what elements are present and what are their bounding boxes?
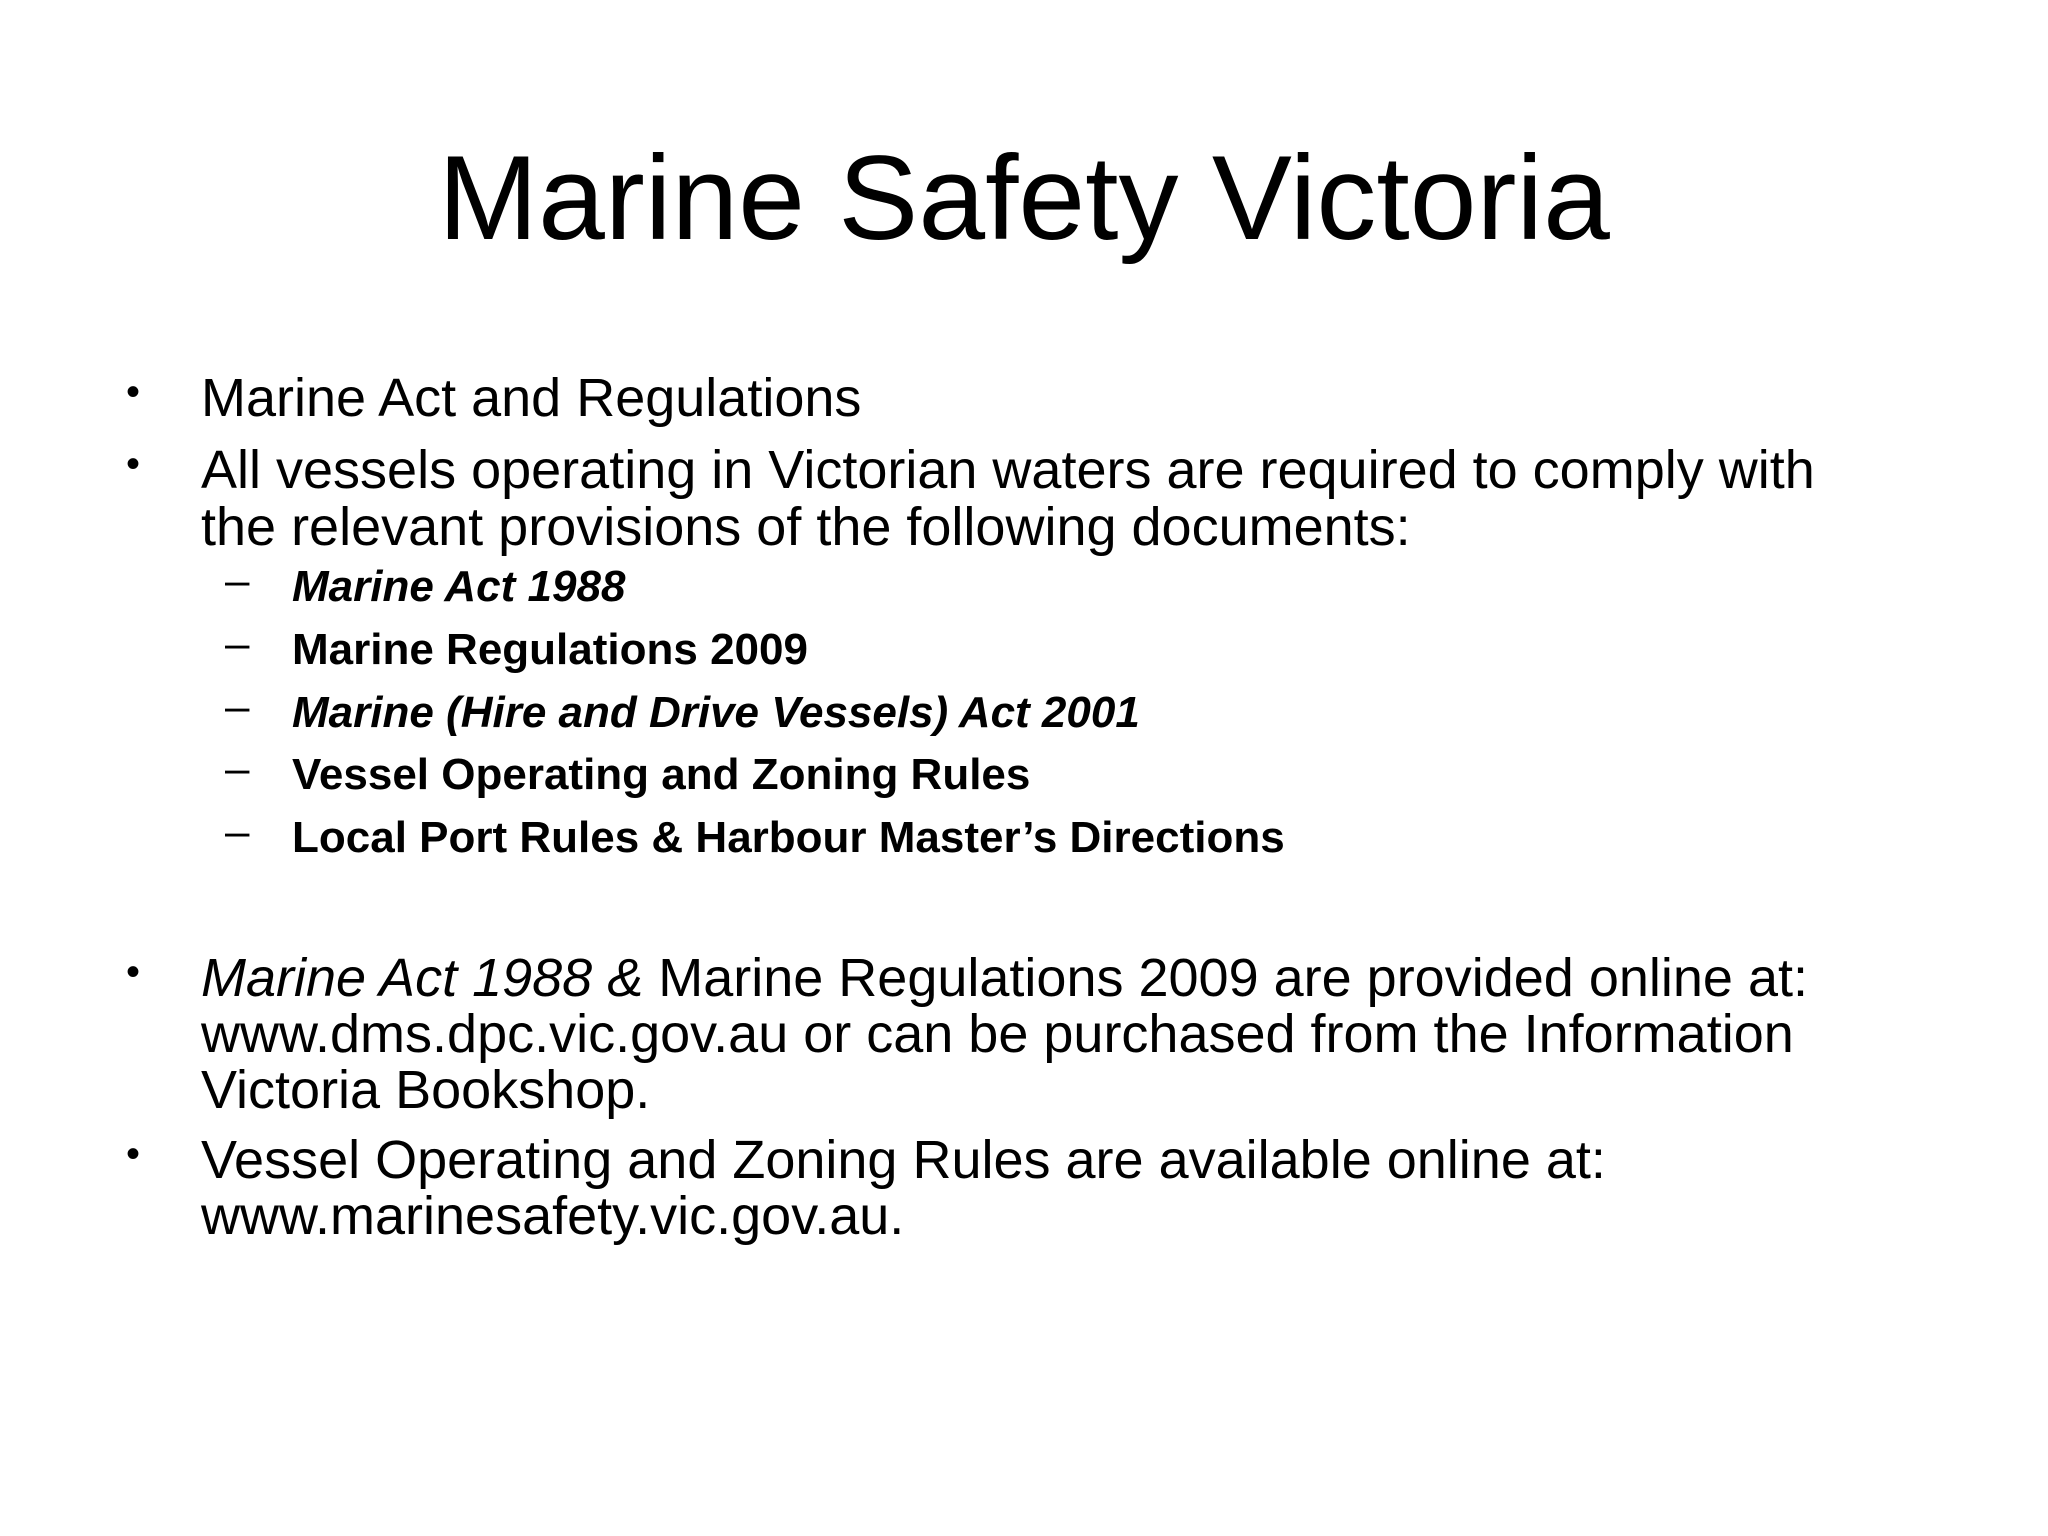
- dash-marker: –: [225, 807, 250, 856]
- slide-title: Marine Safety Victoria: [438, 131, 1610, 265]
- bullet-marker: •: [126, 370, 141, 414]
- sub-item-text: Marine Act 1988: [292, 562, 626, 611]
- bullet-text: Marine Act and Regulations: [201, 368, 862, 428]
- bullet-text: the relevant provisions of the following documents:: [201, 497, 1411, 557]
- dash-marker: –: [225, 556, 250, 605]
- dash-marker: –: [225, 744, 250, 793]
- bullet-italic-text: Marine Act 1988 &: [201, 948, 644, 1008]
- sub-item-text: Marine (Hire and Drive Vessels) Act 2001: [292, 688, 1140, 737]
- bullet-regular-text: Marine Regulations 2009 are provided online at:: [643, 948, 1808, 1008]
- sub-item-text: Local Port Rules & Harbour Master’s Directions: [292, 813, 1285, 862]
- bullet-marker: •: [126, 1132, 141, 1176]
- bullet-text: www.dms.dpc.vic.gov.au or can be purchased from the Information: [201, 1004, 1794, 1064]
- bullet-text: Victoria Bookshop.: [201, 1060, 651, 1120]
- bullet-text: [201, 950, 1808, 1007]
- bullet-text: www.marinesafety.vic.gov.au.: [201, 1186, 905, 1246]
- sub-item-text: Vessel Operating and Zoning Rules: [292, 750, 1031, 799]
- dash-marker: –: [225, 682, 250, 731]
- bullet-text: All vessels operating in Victorian waters are required to comply with: [201, 440, 1815, 500]
- sub-item-text: Marine Regulations 2009: [292, 625, 808, 674]
- bullet-text: Vessel Operating and Zoning Rules are available online at:: [201, 1130, 1606, 1190]
- bullet-marker: •: [126, 950, 141, 994]
- dash-marker: –: [225, 619, 250, 668]
- bullet-marker: •: [126, 442, 141, 486]
